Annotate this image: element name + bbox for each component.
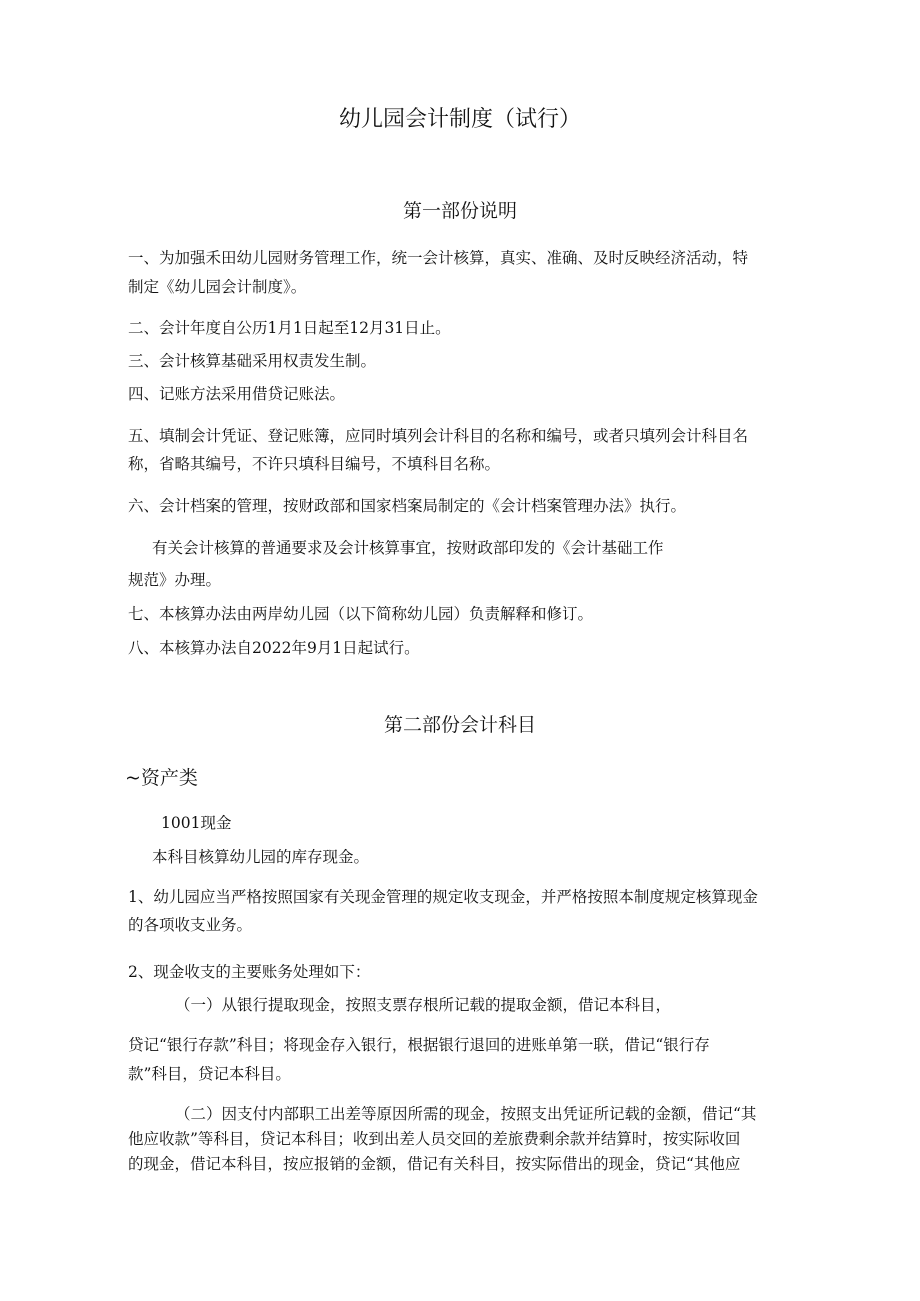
paragraph-item7: 七、本核算办法由两岸幼儿园（以下简称幼儿园）负责解释和修订。 <box>128 605 594 623</box>
sub2-line1: （二）因支付内部职工出差等原因所需的现金，按照支出凭证所记载的金额，借记“其 <box>175 1105 757 1123</box>
paragraph-item5-line1: 五、填制会计凭证、登记账簿，应同时填列会计科目的名称和编号，或者只填列会计科目名 <box>128 427 749 445</box>
paragraph-note-line2: 规范》办理。 <box>128 571 222 589</box>
paragraph-item1-line1: 一、为加强禾田幼儿园财务管理工作，统一会计核算，真实、准确、及时反映经济活动，特 <box>128 249 749 267</box>
paragraph-item6: 六、会计档案的管理，按财政部和国家档案局制定的《会计档案管理办法》执行。 <box>128 497 687 515</box>
sub1-line2: 贷记“银行存款”科目；将现金存入银行，根据银行退回的进账单第一联，借记“银行存 <box>128 1036 710 1054</box>
rule2: 2、现金收支的主要账务处理如下： <box>128 963 371 981</box>
part2-heading: 第二部份会计科目 <box>383 714 536 736</box>
sub2-line3: 的现金，借记本科目，按应报销的金额，借记有关科目，按实际借出的现金，贷记“其他应 <box>128 1155 741 1173</box>
paragraph-item2: 二、会计年度自公历1月1日起至12月31日止。 <box>128 319 451 337</box>
paragraph-item5-line2: 称，省略其编号，不许只填科目编号，不填科目名称。 <box>128 455 501 473</box>
category-heading: ~资产类 <box>125 767 198 789</box>
sub2-line2: 他应收款”等科目，贷记本科目；收到出差人员交回的差旅费剩余款并结算时，按实际收回 <box>128 1130 741 1148</box>
part1-heading: 第一部份说明 <box>402 200 517 222</box>
rule1-line2: 的各项收支业务。 <box>128 916 253 934</box>
document-title: 幼儿园会计制度（试行） <box>338 107 581 132</box>
paragraph-item1-line2: 制定《幼儿园会计制度》。 <box>128 278 307 296</box>
rule1-line1: 1、幼儿园应当严格按照国家有关现金管理的规定收支现金，并严格按照本制度规定核算现金 <box>128 888 758 906</box>
account-description: 本科目核算幼儿园的库存现金。 <box>152 848 370 866</box>
paragraph-note-line1: 有关会计核算的普通要求及会计核算事宜，按财政部印发的《会计基础工作 <box>152 539 664 557</box>
sub1-line1: （一）从银行提取现金，按照支票存根所记载的提取金额，借记本科目， <box>175 996 672 1014</box>
account-code: 1001现金 <box>161 814 232 832</box>
paragraph-item4: 四、记账方法采用借贷记账法。 <box>128 385 346 403</box>
paragraph-item3: 三、会计核算基础采用权责发生制。 <box>128 352 377 370</box>
sub1-line3: 款”科目，贷记本科目。 <box>128 1065 291 1083</box>
paragraph-item8: 八、本核算办法自2022年9月1日起试行。 <box>128 639 420 657</box>
